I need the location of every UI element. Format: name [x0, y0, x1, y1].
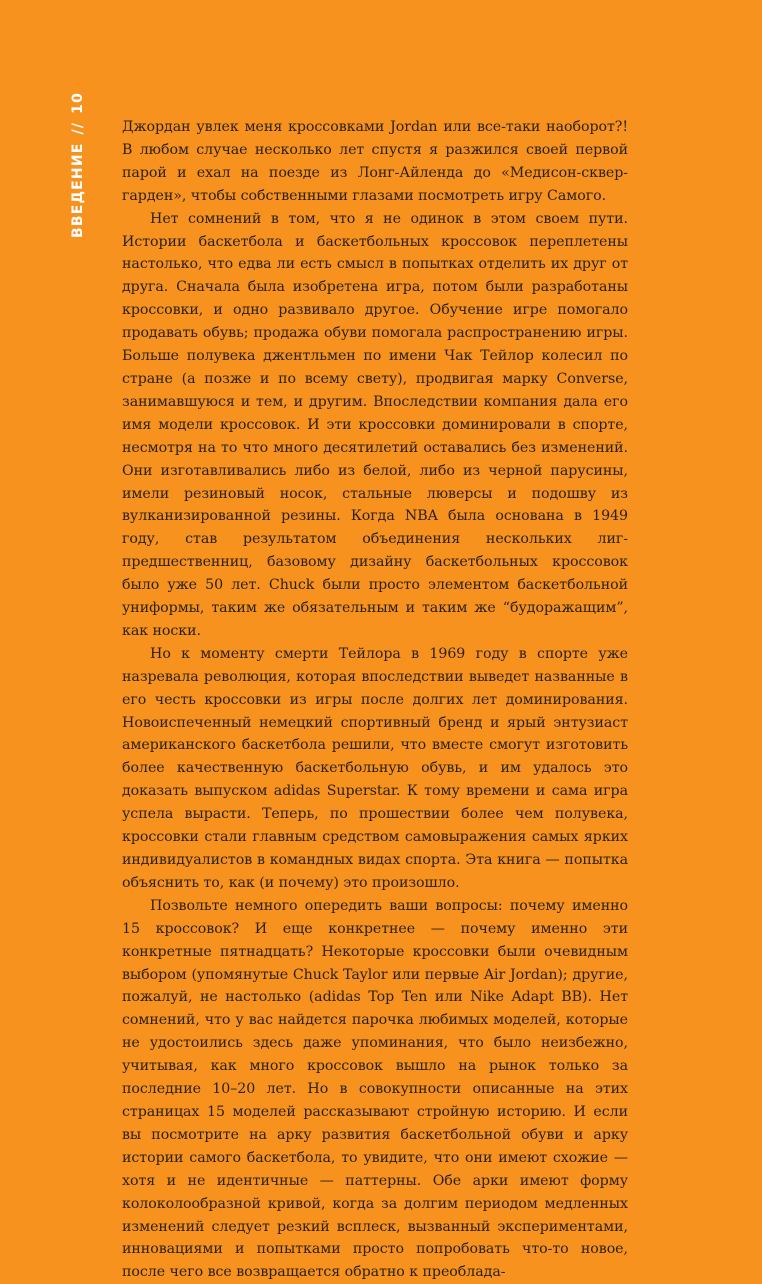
paragraph-3: Но к моменту смерти Тейлора в 1969 году в спорте уже назревала революция, которая впоследствии выведет названные в его честь кроссовки из игры после долгих лет доминирования. Новоиспеченный немецкий спортивный бренд и ярый энтузиаст американского баскетбола решили, что вместе смогут изготовить более качественную баскетбольную обувь, и им удалось это доказать выпуском adidas Superstar. К тому времени и сама игра успела вырасти. Теперь, по прошествии более чем полувека, кроссовки стали главным средством самовыражения самых ярких индивидуалистов в командных видах спорта. Эта книга — попытка объяснить то, как (и почему) это произошло.	[122, 645, 628, 891]
body-text	[122, 116, 628, 1284]
header-separator: //	[70, 121, 86, 135]
paragraph-1: Джордан увлек меня кроссовками Jordan или все-таки наоборот?! В любом случае несколько лет спустя я разжился своей первой парой и ехал на поезде из Лонг-Айленда до «Медисон-сквер-гарден», чтобы собственными глазами посмотреть игру Самого.	[122, 119, 628, 204]
paragraph-4: Позвольте немного опередить ваши вопросы: почему именно 15 кроссовок? И еще конкретнее — почему именно эти конкретные пятнадцать? Некоторые кроссовки были очевидным выбором (упомянутые Chuck Taylor или первые Air Jordan); другие, пожалуй, не настолько (adidas Top Ten или Nike Adapt BB). Нет сомнений, что у вас найдется парочка любимых моделей, которые не удостоились здесь даже упоминания, что было неизбежно, учитывая, как много кроссовок вышло на рынок только за последние 10–20 лет. Но в совокупности описанные на этих страницах 15 моделей рассказывают стройную историю. И если вы посмотрите на арку развития баскетбольной обуви и арку истории самого баскетбола, то увидите, что они имеют схожие — хотя и не идентичные — паттерны. Обе арки имеют форму колоколообразной кривой, когда за долгим периодом медленных изменений следует резкий всплеск, вызванный экспериментами, инновациями и попытками просто попробовать что-то новое, после чего все возвращается обратно к преоблада-	[122, 897, 628, 1281]
page-number: 10	[70, 91, 86, 114]
running-header	[66, 91, 90, 238]
paragraph-2: Нет сомнений в том, что я не одинок в этом своем пути. Истории баскетбола и баскетбольных кроссовок переплетены настолько, что едва ли есть смысл в попытках отделить их друг от друга. Сначала была изобретена игра, потом были разработаны кроссовки, и одно развивало другое. Обучение игре помогало продавать обувь; продажа обуви помогала распространению игры. Больше полувека джентльмен по имени Чак Тейлор колесил по стране (а позже и по всему свету), продвигая марку Converse, занимавшуюся и тем, и другим. Впоследствии компания дала его имя модели кроссовок. И эти кроссовки доминировали в спорте, несмотря на то что много десятилетий оставались без изменений. Они изготавливались либо из белой, либо из черной парусины, имели резиновый носок, стальные люверсы и подошву из вулканизированной резины. Когда NBA была основана в 1949 году, став результатом объединения нескольких лиг-предшественниц, базовому дизайну баскетбольных кроссовок было уже 50 лет. Chuck были просто элементом баскетбольной униформы, таким же обязательным и таким же “будоражащим”, как носки.	[122, 210, 628, 639]
section-title: ВВЕДЕНИЕ	[70, 142, 86, 238]
